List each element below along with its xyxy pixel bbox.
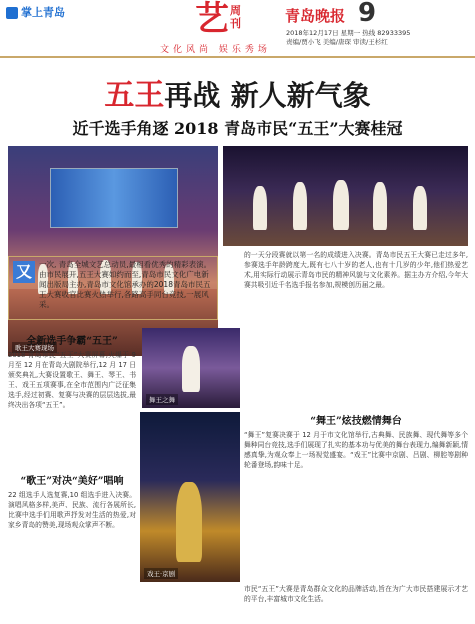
opera-performer-figure <box>176 482 202 562</box>
editor-line: 责编/贾小飞 美编/唐琛 审读/王杉红 <box>286 38 388 46</box>
article-column-a <box>8 332 136 580</box>
section-body: “舞王”复赛决赛于 12 月于市文化馆举行,古典舞、民族舞、现代舞等多个舞种同台竞技,选手们展现了扎实的基本功与优美的舞台表现力,编舞新颖,情感真挚,为观众奉上一场视觉盛宴。“戏王”比赛中京剧、吕剧、柳腔等剧种轮番登场,韵味十足。 <box>244 431 468 469</box>
section-week-label: 周刊 <box>230 4 241 30</box>
headline-red: 五王 <box>104 78 165 113</box>
section-body: 2018 青岛市民“五王”大赛屏幕,火爆于 9 月至 12 月在青岛大剧院举行,12 月 17 日颁奖典礼,大赛设置歌王、舞王、琴王、书王、戏王五项赛事,在全市范围内广泛征集选手,经过初赛、复赛与决赛的层层选拔,最终决出各项“五王”。 <box>8 351 136 409</box>
page-number: 9 <box>358 0 377 28</box>
newspaper-name: 青岛晚报 <box>285 7 346 25</box>
stage-photo-main <box>8 146 218 356</box>
photo-caption: 歌王大赛现场 <box>12 342 57 353</box>
date-line: 2018年12月17日 星期一 热线 82933395 <box>286 29 411 37</box>
masthead-divider <box>0 56 475 58</box>
article-column-c <box>244 412 468 624</box>
performer-figure <box>373 182 387 230</box>
section-heading: “舞王”炫技燃情舞台 <box>310 416 402 427</box>
dance-photo <box>142 328 240 408</box>
headline <box>0 70 475 114</box>
performer-figure <box>293 182 307 230</box>
lead-paragraph <box>8 256 218 320</box>
column-body: 的一天分段赛就以第一名的成绩进入决赛。青岛市民五王大赛已走过多年,参赛选手年龄跨度大,既有七八十岁的老人,也有十几岁的少年,他们热爱艺术,用实际行动展示青岛市民的精神风貌与文化素养。据主办方介绍,今年大赛共吸引近千名选手报名参加,规模创历届之最。 <box>244 251 468 289</box>
app-logo <box>6 4 76 22</box>
stage-screen <box>50 168 178 228</box>
article-column-b <box>244 250 468 400</box>
section-body: 22 组选手人选复赛,10 组选手进入决赛。演唱风格多样,美声、民族、流行各展所长,比赛中选手们用歌声抒发对生活的热爱,对家乡青岛的赞美,现场观众掌声不断。 <box>8 491 136 529</box>
headline-part-2: 新人新气象 <box>230 79 371 112</box>
section-heading: 全新选手争霸“五王” <box>26 336 118 347</box>
opera-photo <box>140 412 240 582</box>
app-logo-icon <box>6 7 18 19</box>
lead-text: 一次, 青岛全城文艺总动员,最相看优秀的精彩表演。由市民展开,五王大赛如约而至,青岛市民文化广电新闻出版局主办,青岛市文化馆承办的2018青岛市民五王大赛收官比赛火热举行,各路高手同台竞技,一展风采。 <box>39 260 212 309</box>
performer-figure <box>413 186 427 230</box>
dropcap: 又 <box>13 261 35 283</box>
stage-photo-chorus <box>223 146 468 246</box>
app-label: 掌上青岛 <box>21 6 65 19</box>
photo-caption: 戏王·京剧 <box>144 568 178 579</box>
headline-part-1: 再战 <box>164 79 221 112</box>
section-slogan: 文化风尚 娱乐秀场 <box>160 45 271 55</box>
performer-figure <box>333 180 349 230</box>
section-heading: “歌王”对决“美好”唱响 <box>20 476 124 487</box>
subheadline: 近千选手角逐 2018 青岛市民“五王”大赛桂冠 <box>72 119 403 138</box>
closing-paragraph: 市民“五王”大赛是青岛群众文化的品牌活动,旨在为广大市民搭建展示才艺的平台,丰富城市文化生活。 <box>244 585 468 603</box>
dancer-figure <box>182 346 200 392</box>
section-title: 艺 <box>195 0 229 39</box>
performer-figure <box>253 186 267 230</box>
photo-caption: 舞王之舞 <box>146 394 178 405</box>
